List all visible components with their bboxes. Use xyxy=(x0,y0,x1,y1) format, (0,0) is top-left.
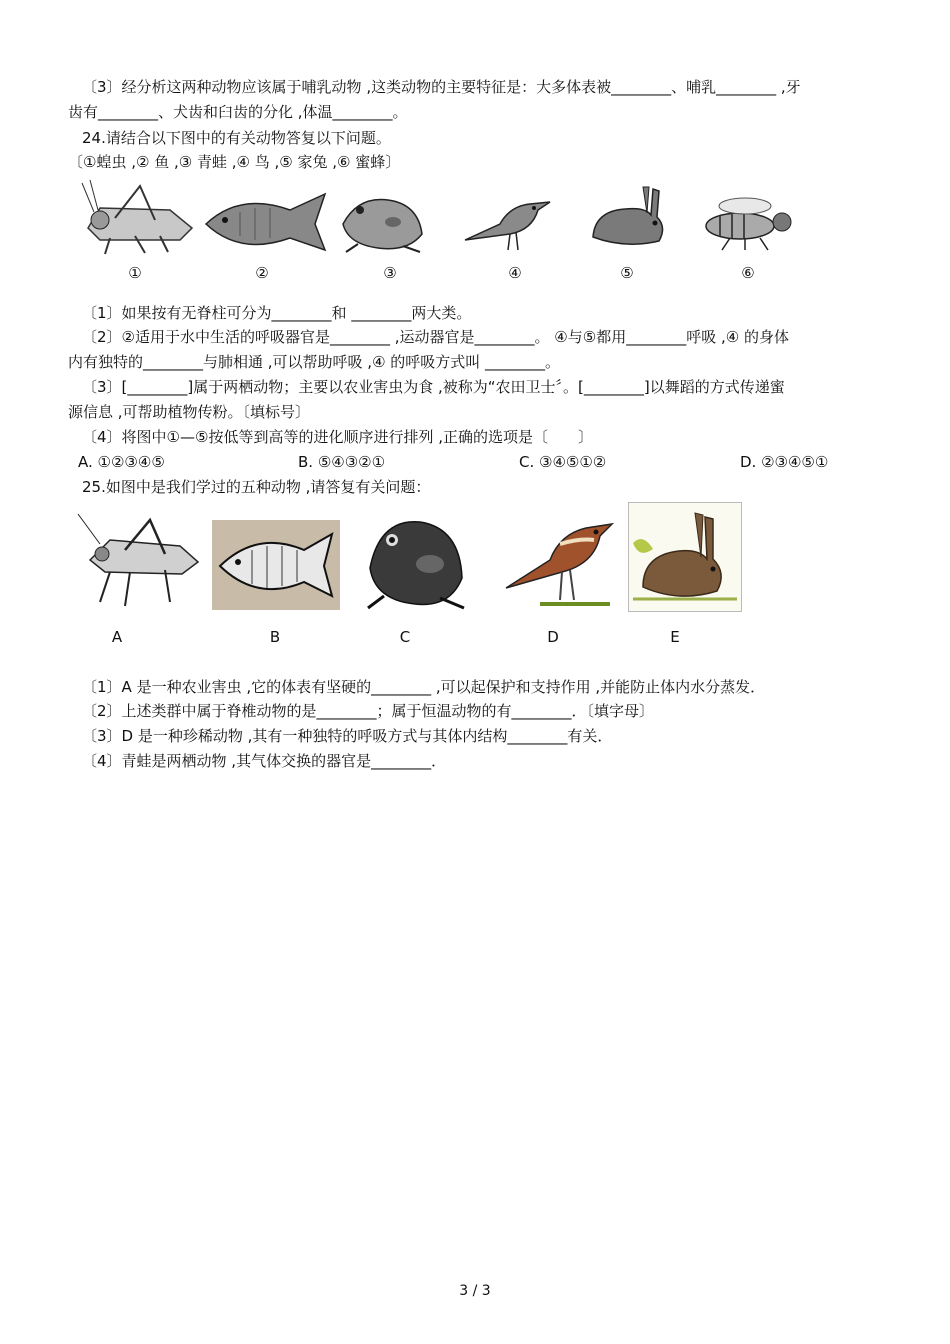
q24-animal-figure xyxy=(80,178,900,288)
grasshopper-image xyxy=(70,510,200,610)
frog-image xyxy=(338,186,428,256)
bird-image xyxy=(460,188,555,253)
fish-image xyxy=(212,520,340,610)
bird-image xyxy=(500,504,620,609)
q23-part3-line2: 齿有________、犬齿和臼齿的分化 ,体温________。 xyxy=(68,103,408,121)
q24-choice-d: D. ②③④⑤① xyxy=(740,453,829,471)
q24-label-1: ① xyxy=(128,264,142,282)
q25-part2: 〔2〕上述类群中属于脊椎动物的是________；属于恒温动物的有________．〔填字母〕 xyxy=(82,702,655,720)
q23-part3-line1: 〔3〕经分析这两种动物应该属于哺乳动物 ,这类动物的主要特征是：大多体表被________、哺乳________ ,牙 xyxy=(82,78,801,96)
locust-image xyxy=(80,178,195,258)
q24-legend: 〔①蝗虫 ,② 鱼 ,③ 青蛙 ,④ 鸟 ,⑤ 家兔 ,⑥ 蜜蜂〕 xyxy=(68,153,401,171)
q24-label-5: ⑤ xyxy=(620,264,634,282)
bee-image xyxy=(690,192,800,252)
q25-animal-figure xyxy=(70,500,770,655)
q25-label-e: E xyxy=(670,628,680,646)
rabbit-photo-frame xyxy=(628,502,742,612)
q25-label-b: B xyxy=(269,628,281,646)
q24-label-4: ④ xyxy=(508,264,522,282)
rabbit-image xyxy=(585,183,670,253)
q25-part4: 〔4〕青蛙是两栖动物 ,其气体交换的器官是________． xyxy=(82,752,447,770)
q25-title: 25.如图中是我们学过的五种动物 ,请答复有关问题： xyxy=(82,478,431,496)
rabbit-image xyxy=(629,503,741,611)
q24-choice-c: C. ③④⑤①② xyxy=(519,453,607,471)
q24-part3-line1: 〔3〕[________]属于两栖动物；主要以农业害虫为食 ,被称为“农田卫士〞。[________]以舞蹈的方式传递蜜 xyxy=(82,378,785,396)
q25-part1: 〔1〕A 是一种农业害虫 ,它的体表有坚硬的________ ,可以起保护和支持作用 ,并能防止体内水分蒸发． xyxy=(82,678,766,696)
q24-part2-line2: 内有独特的________与肺相通 ,可以帮助呼吸 ,④ 的呼吸方式叫 ________。 xyxy=(68,353,561,371)
fish-photo-frame xyxy=(212,520,340,610)
q25-label-d: D xyxy=(547,628,559,646)
q25-part3: 〔3〕D 是一种珍稀动物 ,其有一种独特的呼吸方式与其体内结构________有关． xyxy=(82,727,613,745)
q25-label-a: A xyxy=(111,628,123,646)
q24-part3-line2: 源信息 ,可帮助植物传粉。〔填标号〕 xyxy=(68,403,311,421)
q24-part1: 〔1〕如果按有无脊柱可分为________和 ________两大类。 xyxy=(82,304,472,322)
q24-label-3: ③ xyxy=(383,264,397,282)
page-number: 3 / 3 xyxy=(459,1283,491,1299)
frog-image xyxy=(360,508,470,613)
q24-part2-line1: 〔2〕②适用于水中生活的呼吸器官是________ ,运动器官是________。 ④与⑤都用________呼吸 ,④ 的身体 xyxy=(82,328,789,346)
q25-label-c: C xyxy=(399,628,411,646)
q24-label-2: ② xyxy=(255,264,269,282)
q24-label-6: ⑥ xyxy=(741,264,755,282)
q24-title: 24.请结合以下图中的有关动物答复以下问题。 xyxy=(82,129,391,147)
q24-choice-b: B. ⑤④③②① xyxy=(298,453,386,471)
q24-part4: 〔4〕将图中①—⑤按低等到高等的进化顺序进行排列 ,正确的选项是〔 〕 xyxy=(82,428,593,446)
q24-choice-a: A. ①②③④⑤ xyxy=(78,453,165,471)
fish-image xyxy=(200,186,330,256)
